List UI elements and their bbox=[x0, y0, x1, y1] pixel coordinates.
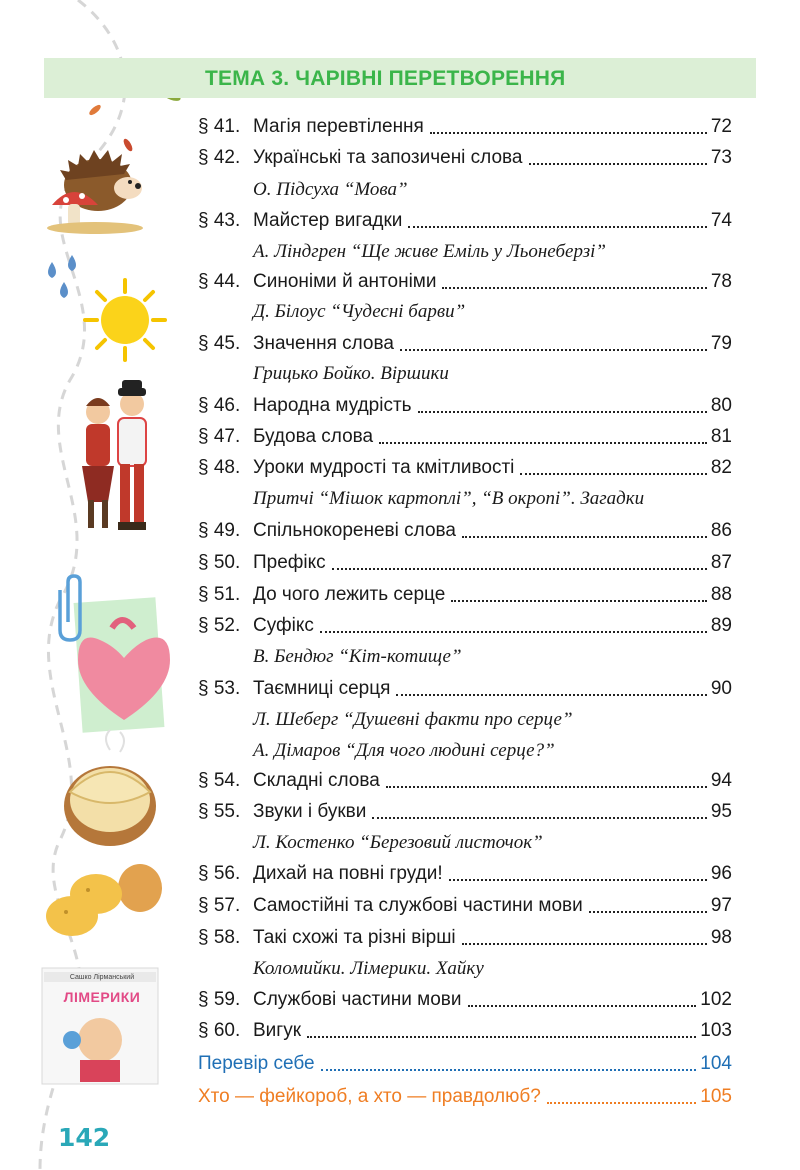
toc-entry-page: 96 bbox=[710, 863, 732, 884]
toc-entry-title: Будова слова bbox=[253, 426, 374, 447]
book-author: Сашко Лірманський bbox=[69, 974, 135, 981]
toc-entry-page: 78 bbox=[710, 271, 732, 292]
toc-entry-number: § 43. bbox=[198, 210, 241, 231]
toc-entry-number: § 48. bbox=[198, 457, 241, 478]
toc-entry-number: § 41. bbox=[198, 116, 241, 137]
page-number: 142 bbox=[58, 1123, 111, 1152]
dot-leader bbox=[547, 1102, 696, 1104]
toc-entry-number: § 57. bbox=[198, 895, 241, 916]
raindrops-icon bbox=[48, 255, 76, 298]
toc-entry[interactable] bbox=[198, 891, 732, 921]
toc-entry-number: § 58. bbox=[198, 927, 241, 948]
toc-entry-page: 98 bbox=[710, 927, 732, 948]
toc-entry-number: § 59. bbox=[198, 989, 241, 1010]
toc-entry[interactable] bbox=[198, 329, 732, 359]
dot-leader bbox=[386, 786, 707, 788]
book-title: ЛІМЕРИКИ bbox=[63, 989, 141, 1005]
toc-entry-page: 79 bbox=[710, 333, 732, 354]
toc-entry[interactable] bbox=[198, 923, 732, 953]
toc-entry-title: Такі схожі та різні вірші bbox=[253, 927, 456, 948]
toc-entry-title: Майстер вигадки bbox=[253, 210, 403, 231]
sun-icon bbox=[85, 280, 165, 360]
toc-entry-page: 88 bbox=[710, 584, 732, 605]
toc-entry-title: Службові частини мови bbox=[253, 989, 462, 1010]
review-title: Перевір себе bbox=[198, 1053, 315, 1074]
dot-leader bbox=[320, 631, 707, 633]
toc-entry[interactable] bbox=[198, 112, 732, 142]
toc-entry-review[interactable] bbox=[198, 1049, 732, 1079]
toc-entry[interactable] bbox=[198, 766, 732, 796]
toc-subtitle: Л. Шеберг “Душевні факти про серце” bbox=[253, 709, 573, 730]
toc-subtitle: Притчі “Мішок картоплі”, “В окропі”. Загадки bbox=[253, 488, 645, 509]
dot-leader bbox=[379, 442, 707, 444]
toc-entry-number: § 56. bbox=[198, 863, 241, 884]
toc-entry[interactable] bbox=[198, 674, 732, 704]
toc-subtitle: Грицько Бойко. Віршики bbox=[253, 363, 449, 384]
dot-leader bbox=[400, 349, 707, 351]
toc-entry[interactable] bbox=[198, 206, 732, 236]
toc-subtitle: А. Дімаров “Для чого людині серце?” bbox=[253, 740, 555, 761]
theme-title: ТЕМА 3. ЧАРІВНІ ПЕРЕТВОРЕННЯ bbox=[205, 67, 566, 90]
dot-leader bbox=[449, 879, 707, 881]
toc-entry[interactable] bbox=[198, 1016, 732, 1046]
dot-leader bbox=[430, 132, 707, 134]
toc-entry[interactable] bbox=[198, 267, 732, 297]
toc-entry-number: § 42. bbox=[198, 147, 241, 168]
toc-entry-number: § 47. bbox=[198, 426, 241, 447]
toc-entry[interactable] bbox=[198, 143, 732, 173]
toc-entry-title: Вигук bbox=[253, 1020, 302, 1041]
toc-entry[interactable] bbox=[198, 580, 732, 610]
toc-entry-page: 74 bbox=[710, 210, 732, 231]
review-page: 104 bbox=[700, 1053, 732, 1074]
toc-subtitle: Л. Костенко “Березовий листочок” bbox=[253, 832, 543, 853]
dot-leader bbox=[332, 568, 707, 570]
toc-entry-number: § 51. bbox=[198, 584, 241, 605]
toc-entry-page: 81 bbox=[710, 426, 732, 447]
toc-entry-page: 73 bbox=[710, 147, 732, 168]
dumpling-icon bbox=[64, 730, 156, 846]
toc-entry-title: Звуки і букви bbox=[253, 801, 367, 822]
toc-subtitle: Коломийки. Лімерики. Хайку bbox=[253, 958, 484, 979]
toc-entry-page: 72 bbox=[710, 116, 732, 137]
book-cover-icon bbox=[42, 968, 158, 1084]
toc-entry-number: § 45. bbox=[198, 333, 241, 354]
toc-entry-page: 90 bbox=[710, 678, 732, 699]
dot-leader bbox=[462, 943, 707, 945]
fake-title: Хто — фейкороб, а хто — правдолюб? bbox=[198, 1086, 541, 1107]
dot-leader bbox=[408, 226, 706, 228]
toc-entry-page: 95 bbox=[710, 801, 732, 822]
dot-leader bbox=[520, 473, 706, 475]
toc-entry-title: Префікс bbox=[253, 552, 326, 573]
toc-entry-number: § 50. bbox=[198, 552, 241, 573]
dot-leader bbox=[372, 817, 707, 819]
dancing-couple-icon bbox=[82, 380, 146, 530]
toc-entry-title: Українські та запозичені слова bbox=[253, 147, 523, 168]
dot-leader bbox=[468, 1005, 697, 1007]
toc-entry-page: 102 bbox=[700, 989, 732, 1010]
dot-leader bbox=[321, 1069, 697, 1071]
dot-leader bbox=[529, 163, 707, 165]
dot-leader bbox=[462, 536, 707, 538]
toc-entry-title: Магія перевтілення bbox=[253, 116, 424, 137]
toc-entry-page: 97 bbox=[710, 895, 732, 916]
toc-entry[interactable] bbox=[198, 797, 732, 827]
toc-entry-title: Самостійні та службові частини мови bbox=[253, 895, 583, 916]
toc-entry-number: § 53. bbox=[198, 678, 241, 699]
toc-entry-number: § 55. bbox=[198, 801, 241, 822]
toc-entry-page: 87 bbox=[710, 552, 732, 573]
toc-entry-title: Дихай на повні груди! bbox=[253, 863, 443, 884]
toc-entry-number: § 44. bbox=[198, 271, 241, 292]
toc-subtitle: А. Ліндгрен “Ще живе Еміль у Льонеберзі” bbox=[253, 241, 606, 262]
toc-entry-page: 94 bbox=[710, 770, 732, 791]
toc-entry-number: § 54. bbox=[198, 770, 241, 791]
toc-entry-title: Таємниці серця bbox=[253, 678, 391, 699]
toc-subtitle: В. Бендюг “Кіт-котище” bbox=[253, 646, 462, 667]
toc-entry[interactable] bbox=[198, 516, 732, 546]
toc-entry-title: Спільнокореневі слова bbox=[253, 520, 456, 541]
toc-entry-page: 82 bbox=[710, 457, 732, 478]
dot-leader bbox=[418, 411, 707, 413]
toc-entry-number: § 49. bbox=[198, 520, 241, 541]
dot-leader bbox=[442, 287, 706, 289]
dot-leader bbox=[589, 911, 707, 913]
toc-subtitle: Д. Білоус “Чудесні барви” bbox=[253, 301, 466, 322]
toc-entry-page: 89 bbox=[710, 615, 732, 636]
toc-entry[interactable] bbox=[198, 391, 732, 421]
toc-entry[interactable] bbox=[198, 422, 732, 452]
dot-leader bbox=[451, 600, 707, 602]
toc-entry-title: Народна мудрість bbox=[253, 395, 412, 416]
toc-entry[interactable] bbox=[198, 859, 732, 889]
dot-leader bbox=[307, 1036, 696, 1038]
toc-entry-title: Складні слова bbox=[253, 770, 380, 791]
toc-subtitle: О. Підсуха “Мова” bbox=[253, 179, 408, 200]
toc-entry-title: Суфікс bbox=[253, 615, 314, 636]
potatoes-icon bbox=[46, 864, 162, 936]
toc-entry-page: 103 bbox=[700, 1020, 732, 1041]
toc-entry-page: 80 bbox=[710, 395, 732, 416]
toc-entry-page: 86 bbox=[710, 520, 732, 541]
toc-entry-number: § 52. bbox=[198, 615, 241, 636]
fake-page: 105 bbox=[700, 1086, 732, 1107]
toc-entry[interactable] bbox=[198, 985, 732, 1015]
toc-entry-title: Уроки мудрості та кмітливості bbox=[253, 457, 515, 478]
heart-icon bbox=[74, 597, 170, 732]
toc-entry[interactable] bbox=[198, 548, 732, 578]
toc-entry[interactable] bbox=[198, 611, 732, 641]
toc-entry-title: Синоніми й антоніми bbox=[253, 271, 437, 292]
toc-entry[interactable] bbox=[198, 453, 732, 483]
dot-leader bbox=[396, 694, 706, 696]
toc-entry-fake-or-true[interactable] bbox=[198, 1082, 732, 1112]
toc-entry-title: До чого лежить серце bbox=[253, 584, 446, 605]
toc-entry-number: § 46. bbox=[198, 395, 241, 416]
toc-entry-number: § 60. bbox=[198, 1020, 241, 1041]
toc-entry-title: Значення слова bbox=[253, 333, 394, 354]
